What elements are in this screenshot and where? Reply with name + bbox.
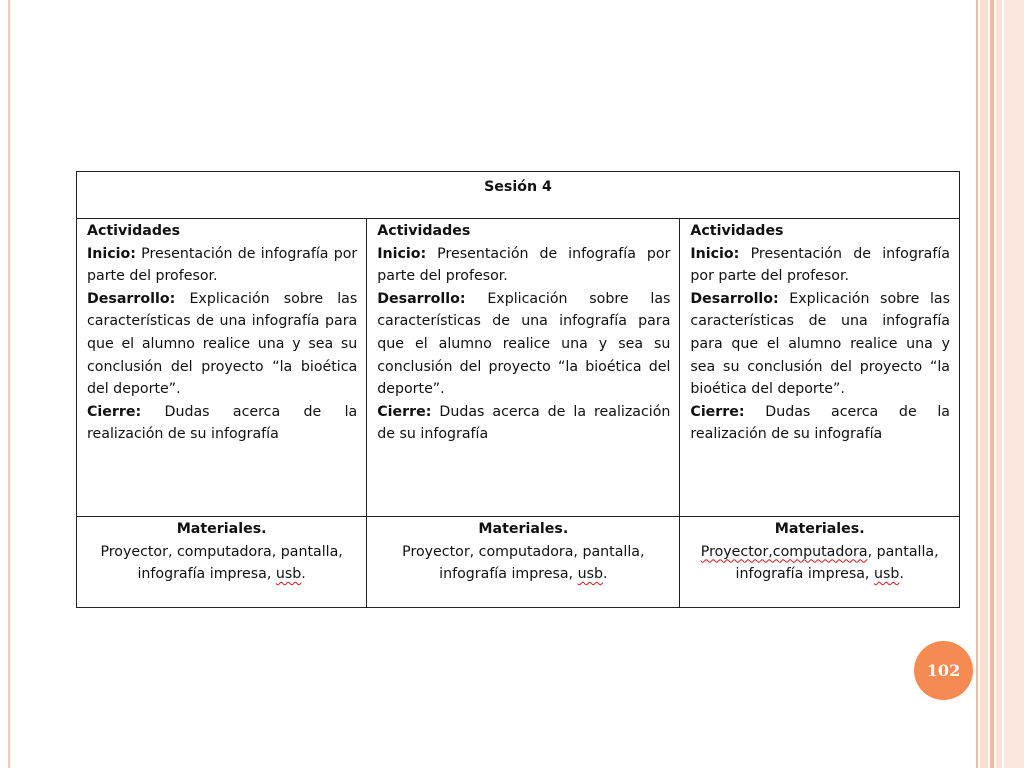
materials-usb: usb [577, 566, 603, 583]
materials-cell-1 [77, 517, 367, 608]
cierre-label: Cierre: [377, 403, 432, 420]
activities-cell-3 [680, 219, 960, 517]
desarrollo-paragraph [377, 288, 670, 401]
inicio-label: Inicio: [690, 245, 740, 262]
inicio-label: Inicio: [377, 245, 427, 262]
materials-title: Materiales. [176, 521, 267, 537]
materials-line-1: Proyector, computadora, pantalla, [100, 543, 343, 560]
activities-row [77, 219, 960, 517]
desarrollo-text: Explicación sobre las características de una infografía para que el alumno realice una y sea su conclusión del proyecto “la bioética del deporte”. [87, 290, 358, 398]
cierre-paragraph [377, 401, 670, 446]
inicio-label: Inicio: [87, 245, 136, 262]
cierre-text: Dudas acerca de la realización de su infografía [87, 403, 358, 443]
right-decorative-stripes [976, 0, 1024, 768]
inicio-text: Presentación de infografía por parte del profesor. [690, 245, 950, 285]
cierre-text: Dudas acerca de la realización de su infografía [377, 403, 671, 443]
inicio-text: Presentación de infografía por parte del profesor. [87, 245, 358, 285]
activities-cell-2 [367, 219, 680, 517]
activities-cell-1 [77, 219, 367, 517]
materials-cell-3 [680, 517, 960, 608]
desarrollo-text: Explicación sobre las características de una infografía para que el alumno realice una y sea su conclusión del proyecto “la bioética del deporte”. [690, 290, 950, 398]
materials-line-2c: . [899, 566, 904, 583]
desarrollo-label: Desarrollo: [690, 290, 779, 307]
stripe [980, 0, 988, 768]
materials-line-1a: Proyector,computadora [700, 543, 868, 560]
materials-cell-2 [367, 517, 680, 608]
stripe [990, 0, 994, 768]
inicio-paragraph [690, 243, 950, 288]
page-number-badge: 102 [914, 641, 973, 700]
session-title: Sesión 4 [484, 179, 552, 195]
materials-line-2a: infografía impresa, [439, 566, 578, 583]
activities-title: Actividades [87, 223, 181, 239]
materials-line-1: Proyector, computadora, pantalla, [402, 543, 645, 560]
materials-row [77, 517, 960, 608]
session-header-cell [77, 172, 960, 219]
session-table [76, 171, 960, 608]
inicio-paragraph [377, 243, 670, 288]
desarrollo-label: Desarrollo: [87, 290, 176, 307]
stripe [996, 0, 1002, 768]
left-border-line [8, 0, 10, 768]
inicio-paragraph [87, 243, 357, 288]
materials-usb: usb [275, 566, 302, 583]
materials-usb: usb [873, 566, 900, 583]
desarrollo-label: Desarrollo: [377, 290, 466, 307]
materials-line-2a: infografía impresa, [735, 566, 874, 583]
desarrollo-paragraph [87, 288, 357, 401]
cierre-text: Dudas acerca de la realización de su infografía [690, 403, 950, 443]
desarrollo-text: Explicación sobre las características de una infografía para que el alumno realice una y sea su conclusión del proyecto “la bioética del deporte”. [377, 290, 671, 398]
stripe [1004, 0, 1024, 768]
materials-line-2c: . [301, 566, 306, 583]
desarrollo-paragraph [690, 288, 950, 401]
activities-title: Actividades [377, 223, 471, 239]
stripe [976, 0, 978, 768]
materials-line-2c: . [602, 566, 608, 583]
cierre-paragraph [690, 401, 950, 446]
materials-line-2a: infografía impresa, [137, 566, 276, 583]
session-header-row [77, 172, 960, 219]
cierre-label: Cierre: [87, 403, 142, 420]
activities-title: Actividades [690, 223, 784, 239]
materials-title: Materiales. [478, 521, 569, 537]
cierre-paragraph [87, 401, 357, 446]
materials-title: Materiales. [774, 521, 865, 537]
materials-line-1b: , pantalla, [867, 543, 939, 560]
inicio-text: Presentación de infografía por parte del profesor. [377, 245, 671, 285]
cierre-label: Cierre: [690, 403, 745, 420]
